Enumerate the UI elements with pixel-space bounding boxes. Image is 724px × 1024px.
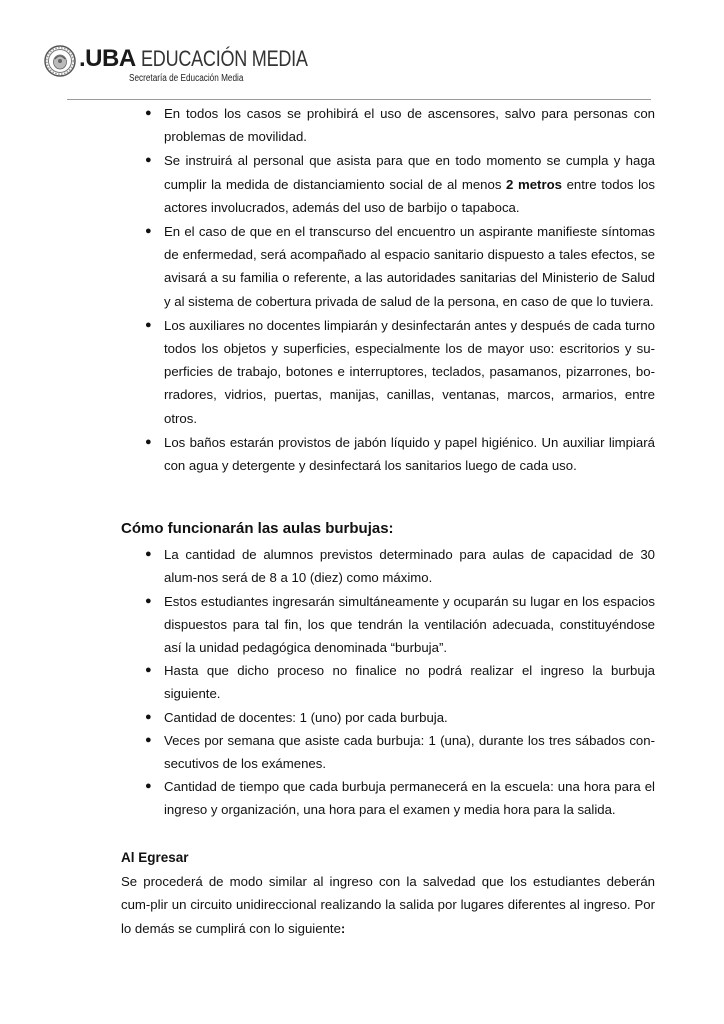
bullet-icon: ●: [145, 664, 152, 677]
bullet-icon: ●: [145, 318, 152, 331]
list-item: ● La cantidad de alumnos previstos determinado para aulas de capacidad de 30 alum-nos será de 8 a 10 (diez) como máximo.: [121, 543, 655, 589]
list-item: ● Veces por semana que asiste cada burbuja: 1 (una), durante los tres sábados con-secutivos de los exámenes.: [121, 729, 655, 775]
bullet-icon: ●: [145, 780, 152, 793]
uba-seal-icon: [44, 45, 76, 77]
section-heading-aulas-burbujas: Cómo funcionarán las aulas burbujas:: [121, 520, 394, 538]
brand-uba-text: .UBA: [79, 45, 136, 72]
list-item: ● Los auxiliares no docentes limpiarán y desinfectarán antes y después de cada turno todos los objetos y superficies, especialmente los de mayor uso: escritorios y su-perficies de trabajo, botones e interruptores, teclados, pasamanos, pizarrones, bo-rradores, vidrios, puertas, manijas, canillas, ventanas, marcos, armarios, entre otros.: [121, 314, 655, 430]
list-item: ● En todos los casos se prohibirá el uso de ascensores, salvo para personas con problemas de movilidad.: [121, 102, 655, 148]
bullet-icon: ●: [145, 710, 152, 723]
bubbles-list: [121, 543, 655, 821]
list-item: ● Cantidad de tiempo que cada burbuja permanecerá en la escuela: una hora para el ingreso y organización, una hora para el examen y media hora para la salida.: [121, 775, 655, 821]
measures-list: [121, 102, 655, 477]
document-body: [121, 102, 655, 940]
bullet-icon: ●: [145, 435, 152, 448]
brand-educacion-media-text: EDUCACIÓN MEDIA: [141, 46, 308, 71]
list-item: ● Hasta que dicho proceso no finalice no podrá realizar el ingreso la burbuja siguiente.: [121, 659, 655, 705]
distance-emphasis: 2 metros: [506, 176, 562, 192]
list-item: ● En el caso de que en el transcurso del encuentro un aspirante manifieste síntomas de enfermedad, será acompañado al espacio sanitario dispuesto a tales efectos, se avisará a su familia o referente, a las autoridades sanitarias del Ministerio de Salud y al sistema de cobertura privada de salud de la persona, en caso de que lo tuviera.: [121, 220, 655, 313]
list-item: ● Estos estudiantes ingresarán simultáneamente y ocuparán su lugar en los espacios dispuestos para tal fin, los que tendrán la ventilación adecuada, constituyéndose así la unidad pedagógica denominada “burbuja”.: [121, 590, 655, 660]
bullet-icon: ●: [145, 733, 152, 746]
brand-subtitle: Secretaría de Educación Media: [129, 73, 244, 84]
list-item: ● Los baños estarán provistos de jabón líquido y papel higiénico. Un auxiliar limpiará con agua y detergente y desinfectará los sanitarios luego de cada uso.: [121, 431, 655, 477]
bullet-icon: ●: [145, 107, 152, 119]
list-item: ● Se instruirá al personal que asista para que en todo momento se cumpla y haga cumplir la medida de distanciamiento social de al menos 2 metros entre todos los actores involucrados, además del uso de barbijo o tapaboca.: [121, 149, 655, 219]
bullet-icon: ●: [145, 548, 152, 561]
page-header: [42, 40, 662, 100]
list-item: ● Cantidad de docentes: 1 (uno) por cada burbuja.: [121, 706, 655, 729]
bullet-icon: ●: [145, 225, 152, 238]
header-divider: [67, 99, 651, 100]
section-heading-al-egresar: Al Egresar: [121, 849, 189, 865]
bullet-icon: ●: [145, 594, 152, 607]
bullet-icon: ●: [145, 154, 152, 167]
egress-paragraph: Se procederá de modo similar al ingreso con la salvedad que los estudiantes deberán cum-plir un circuito unidireccional realizando la salida por lugares diferentes al ingreso. Por lo demás se cumplirá con lo siguiente:: [121, 873, 655, 936]
